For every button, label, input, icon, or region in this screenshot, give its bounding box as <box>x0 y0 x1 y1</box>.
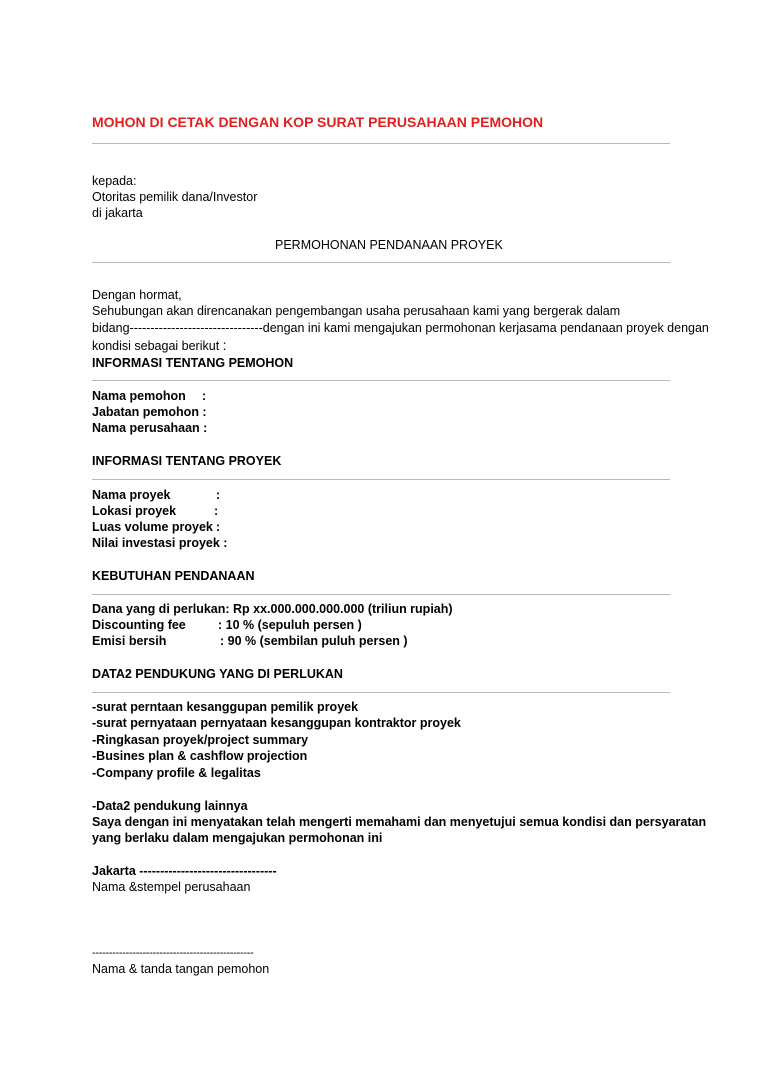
statement-line-1: Saya dengan ini menyatakan telah mengerti memahami dan menyetujui semua kondisi dan persyaratan <box>92 815 707 829</box>
field-label: Luas volume proyek <box>92 520 213 534</box>
signer-label: Nama & tanda tangan pemohon <box>92 962 270 976</box>
field-nilai-investasi: Nilai investasi proyek : <box>92 536 228 550</box>
field-value: : 90 % (sembilan puluh persen ) <box>220 634 408 648</box>
divider <box>92 479 670 480</box>
field-label: Discounting fee <box>92 618 186 632</box>
field-label: Nama proyek <box>92 488 171 502</box>
section-heading-data: DATA2 PENDUKUNG YANG DI PERLUKAN <box>92 667 343 681</box>
list-item: -surat perntaan kesanggupan pemilik proyek <box>92 700 359 714</box>
field-colon: : <box>202 389 207 403</box>
recipient-to: kepada: <box>92 174 137 188</box>
recipient-name: Otoritas pemilik dana/Investor <box>92 190 258 204</box>
signature-line: ------------------------------------------------ <box>92 947 254 959</box>
list-item-other: -Data2 pendukung lainnya <box>92 799 248 813</box>
section-heading-proyek: INFORMASI TENTANG PROYEK <box>92 454 282 468</box>
divider <box>92 594 670 595</box>
field-label: Nama pemohon <box>92 389 186 403</box>
divider <box>92 143 670 144</box>
recipient-place: di jakarta <box>92 206 143 220</box>
field-nama-pemohon <box>92 388 206 404</box>
list-item: -surat pernyataan pernyataan kesanggupan kontraktor proyek <box>92 716 461 730</box>
divider <box>92 380 670 381</box>
field-value: : 10 % (sepuluh persen ) <box>218 618 362 632</box>
field-label: Lokasi proyek <box>92 504 177 518</box>
list-item: -Company profile & legalitas <box>92 766 261 780</box>
divider <box>92 262 670 263</box>
field-colon: : <box>216 488 221 502</box>
letter-title: PERMOHONAN PENDANAAN PROYEK <box>275 238 503 252</box>
field-colon: : <box>216 520 221 534</box>
field-nama-perusahaan: Nama perusahaan : <box>92 421 208 435</box>
field-nama-proyek <box>92 487 220 503</box>
closing-city-date: Jakarta --------------------------------- <box>92 864 277 878</box>
statement-line-2: yang berlaku dalam mengajukan permohonan ini <box>92 831 383 845</box>
opening-line-3 <box>92 337 227 354</box>
list-item: -Ringkasan proyek/project summary <box>92 733 309 747</box>
field-emisi-bersih <box>92 633 408 649</box>
field-discounting-fee <box>92 617 362 633</box>
field-luas-volume <box>92 519 220 535</box>
field-lokasi-proyek <box>92 503 218 519</box>
opening-line-2: bidang--------------------------------dengan ini kami mengajukan permohonan kerjasama pendanaan proyek dengan <box>92 321 709 335</box>
list-item: -Busines plan & cashflow projection <box>92 749 308 763</box>
field-colon: : <box>214 504 219 518</box>
section-heading-pendanaan: KEBUTUHAN PENDANAAN <box>92 569 255 583</box>
section-heading-pemohon: INFORMASI TENTANG PEMOHON <box>92 356 294 370</box>
opening-line-3-text: kondisi sebagai berikut <box>92 339 220 353</box>
field-jabatan-pemohon: Jabatan pemohon : <box>92 405 207 419</box>
opening-line-3-colon: : <box>222 337 227 353</box>
opening-line-1: Sehubungan akan direncanakan pengembangan usaha perusahaan kami yang bergerak dalam <box>92 304 621 318</box>
print-instruction: MOHON DI CETAK DENGAN KOP SURAT PERUSAHAAN PEMOHON <box>92 114 544 130</box>
company-stamp-label: Nama &stempel perusahaan <box>92 880 251 894</box>
divider <box>92 692 670 693</box>
field-dana: Dana yang di perlukan: Rp xx.000.000.000.000 (triliun rupiah) <box>92 602 453 616</box>
salutation: Dengan hormat, <box>92 288 182 302</box>
field-label: Emisi bersih <box>92 634 167 648</box>
